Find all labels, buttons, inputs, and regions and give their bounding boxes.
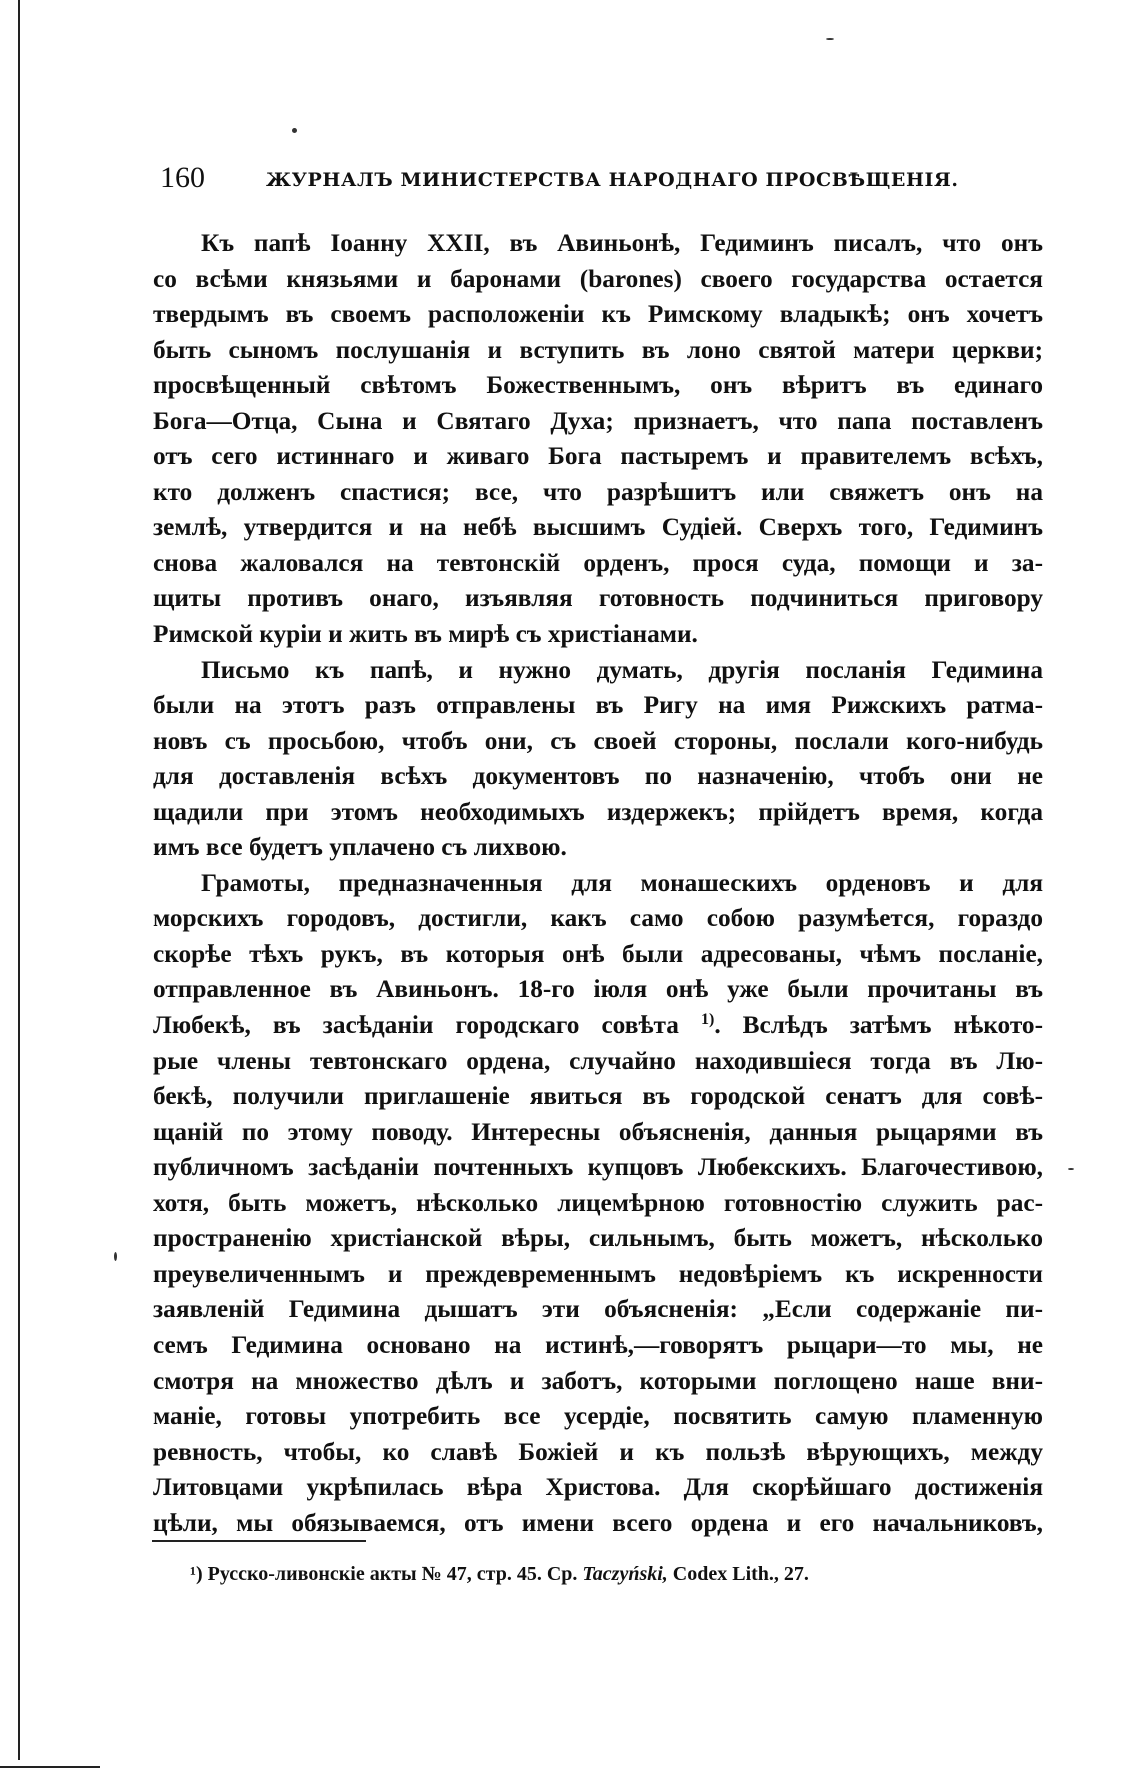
text-line: щадили при этомъ необходимыхъ издержекъ; прійдетъ время, когда: [153, 797, 1043, 826]
footnote-number: ¹): [190, 1563, 203, 1585]
text-line: щаній по этому поводу. Интересны объясненія, данныя рыцарями въ: [153, 1117, 1043, 1146]
text-segment: . Вслѣдъ затѣмъ нѣкото-: [714, 1011, 1043, 1040]
page-number: 160: [160, 161, 205, 194]
text-line: рые члены тевтонскаго ордена, случайно находившіеся тогда въ Лю-: [153, 1046, 1043, 1075]
text-line: щиты противъ онаго, изъявляя готовность подчиниться приговору: [153, 584, 1043, 613]
text-line: для доставленія всѣхъ документовъ по назначенію, чтобъ они не: [153, 762, 1043, 791]
text-segment: Любекѣ, въ засѣданіи городскаго совѣта: [153, 1011, 679, 1040]
page-header: [160, 160, 1040, 196]
text-line: новъ съ просьбою, чтобъ они, съ своей стороны, послали кого-нибудь: [153, 726, 1043, 755]
body-text: [153, 226, 1043, 1541]
text-line: ревность, чтобы, ко славѣ Божіей и къ пользѣ вѣрующихъ, между: [153, 1437, 1043, 1466]
text-line: хотя, быть можетъ, нѣсколько лицемѣрною готовностію служить рас-: [153, 1188, 1043, 1217]
text-line: Бога—Отца, Сына и Святаго Духа; признаетъ, что папа поставленъ: [153, 406, 1043, 435]
text-line: пространенію христіанской вѣры, сильнымъ, быть можетъ, нѣсколько: [153, 1224, 1043, 1253]
text-line: Письмо къ папѣ, и нужно думать, другія посланія Гедимина: [201, 655, 1043, 684]
text-line: землѣ, утвердится и на небѣ высшимъ Судіей. Сверхъ того, Гедиминъ: [153, 513, 1043, 542]
text-line: Грамоты, предназначенныя для монашескихъ орденовъ и для: [201, 868, 1043, 897]
footnote: [190, 1560, 1040, 1588]
text-line: отъ сего истиннаго и живаго Бога пастыремъ и правителемъ всѣхъ,: [153, 442, 1043, 471]
scan-speck: [826, 38, 834, 40]
footnote-source: Codex Lith., 27.: [672, 1563, 809, 1585]
text-line: твердымъ въ своемъ расположеніи къ Римскому владыкѣ; онъ хочетъ: [153, 300, 1043, 329]
text-line: Къ папѣ Іоанну XXII, въ Авиньонѣ, Гедиминъ писалъ, что онъ: [201, 229, 1043, 257]
text-line: скорѣе тѣхъ рукъ, въ которыя онѣ были адресованы, чѣмъ посланіе,: [153, 939, 1043, 968]
text-line: Римской куріи и жить въ мирѣ съ христіанами.: [153, 620, 698, 649]
scan-speck: [1068, 1168, 1074, 1170]
footnote-divider: [152, 1540, 366, 1542]
text-line: публичномъ засѣданіи почтенныхъ купцовъ Любекскихъ. Благочестивою,: [153, 1153, 1043, 1182]
text-line: смотря на множество дѣлъ и заботъ, которыми поглощено наше вни-: [153, 1366, 1043, 1395]
text-line: кто долженъ спастися; все, что разрѣшитъ или свяжетъ онъ на: [153, 477, 1043, 506]
text-line: семъ Гедимина основано на истинѣ,—говорятъ рыцари—то мы, не: [153, 1330, 1043, 1359]
text-line: бекѣ, получили приглашеніе явиться въ городской сенатъ для совѣ-: [153, 1082, 1043, 1111]
text-line: заявленій Гедимина дышатъ эти объясненія: „Если содержаніе пи-: [153, 1295, 1043, 1324]
running-title: ЖУРНАЛЪ МИНИСТЕРСТВА НАРОДНАГО ПРОСВѢЩЕНІЯ.: [266, 169, 959, 191]
footnote-marker[interactable]: 1): [700, 1011, 715, 1029]
scan-edge-left: [18, 0, 20, 1760]
text-line: имъ все будетъ уплачено съ лихвою.: [153, 833, 567, 862]
footnote-text: Русско-ливонскіе акты № 47, стр. 45. Ср.: [207, 1563, 578, 1585]
scan-edge-bottom: [0, 1766, 100, 1768]
scan-speck: [292, 128, 297, 133]
scan-speck: [114, 1252, 117, 1261]
text-line: [153, 1008, 1043, 1044]
text-line: отправленное въ Авиньонъ. 18-го іюля онѣ уже были прочитаны въ: [153, 975, 1043, 1004]
text-line: снова жаловался на тевтонскій орденъ, прося суда, помощи и за-: [153, 548, 1043, 577]
text-line: маніе, готовы употребить все усердіе, посвятить самую пламенную: [153, 1402, 1043, 1431]
footnote-author: Taczyński,: [582, 1563, 668, 1585]
text-line: были на этотъ разъ отправлены въ Ригу на имя Рижскихъ ратма-: [153, 691, 1043, 720]
text-line: цѣли, мы обязываемся, отъ имени всего ордена и его начальниковъ,: [153, 1508, 1043, 1537]
text-line: морскихъ городовъ, достигли, какъ само собою разумѣется, гораздо: [153, 904, 1043, 933]
text-line: просвѣщенный свѣтомъ Божественнымъ, онъ вѣритъ въ единаго: [153, 371, 1043, 400]
text-line: со всѣми князьями и баронами (barones) своего государства остается: [153, 264, 1043, 293]
text-line: быть сыномъ послушанія и вступить въ лоно святой матери церкви;: [153, 335, 1043, 364]
text-line: преувеличеннымъ и преждевременнымъ недовѣріемъ къ искренности: [153, 1259, 1043, 1288]
text-line: Литовцами укрѣпилась вѣра Христова. Для скорѣйшаго достиженія: [153, 1473, 1043, 1502]
